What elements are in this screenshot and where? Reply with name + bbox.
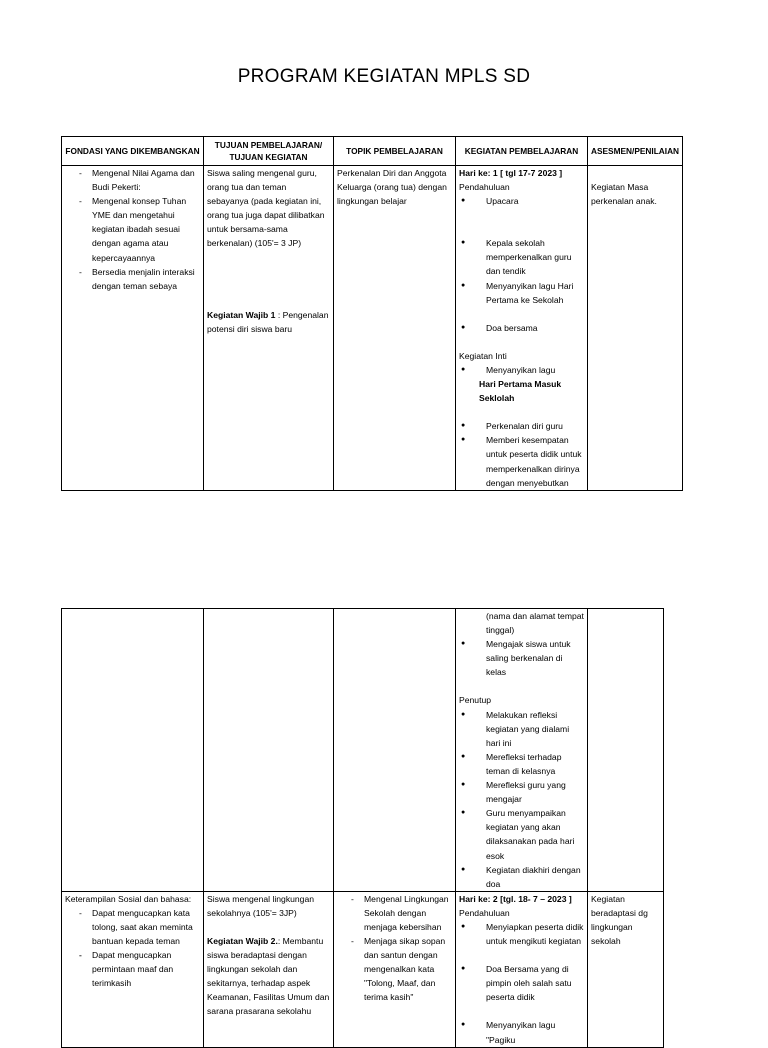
header-kegiatan: KEGIATAN PEMBELAJARAN [456, 137, 588, 166]
pendahuluan-label: Pendahuluan [459, 182, 510, 193]
cell-tujuan [204, 609, 334, 892]
cell-asesmen [588, 166, 683, 491]
cell-topik [334, 609, 456, 892]
kegiatan-item: ● Upacara [459, 194, 584, 208]
header-tujuan: TUJUAN PEMBELAJARAN/ TUJUAN KEGIATAN [204, 137, 334, 166]
kegiatan-item: ● Menyanyikan lagu Hari Pertama ke Sekolah [459, 279, 584, 307]
kegiatan-item: ● Menyiapkan peserta didik untuk mengikuti kegiatan [459, 920, 584, 948]
cell-tujuan [204, 166, 334, 491]
program-table-part-1 [61, 136, 683, 491]
cell-fondasi [62, 609, 204, 892]
tujuan-wajib [207, 934, 330, 1019]
fondasi-item: - Bersedia menjalin interaksi dengan teman sebaya [65, 265, 200, 293]
cell-kegiatan [456, 166, 588, 491]
cell-asesmen [588, 609, 664, 892]
kegiatan-item: ● Menyanyikan lagu "Pagiku [459, 1018, 584, 1046]
kegiatan-item: ● Merefleksi guru yang mengajar [459, 778, 584, 806]
tujuan-wajib [207, 308, 330, 336]
penutup-label: Penutup [459, 695, 492, 706]
cell-kegiatan [456, 609, 588, 892]
inti-label: Kegiatan Inti [459, 350, 507, 361]
wajib-label: Kegiatan Wajib 1 [207, 309, 276, 320]
tujuan-text: Siswa saling mengenal guru, orang tua dan teman sebayanya (pada kegiatan ini, orang tua juga dapat dilibatkan untuk bersama-sama berkenalan) (105'= 3 JP) [207, 168, 325, 249]
header-asesmen: ASESMEN/PENILAIAN [588, 137, 683, 166]
table-header-row [62, 137, 683, 166]
wajib-label: Kegiatan Wajib 2. [207, 935, 278, 946]
cell-topik: Perkenalan Diri dan Anggota Keluarga (orang tua) dengan lingkungan belajar [334, 166, 456, 491]
hari-label: Hari ke: 2 [tgl. 18- 7 – 2023 ] [459, 893, 572, 904]
kegiatan-item: ● Guru menyampaikan kegiatan yang akan dilaksanakan pada hari esok [459, 806, 584, 862]
cell-asesmen: Kegiatan beradaptasi dg lingkungan sekolah [588, 891, 664, 1047]
program-table-part-2 [61, 608, 664, 1048]
kegiatan-item: ● Mengajak siswa untuk saling berkenalan di kelas [459, 637, 584, 679]
wajib-text: : Membantu siswa beradaptasi dengan lingkungan sekolah dan sekitarnya, terhadap aspek Keamanan, Fasilitas Umum dan sarana prasarana sekolahu [207, 935, 330, 1017]
kegiatan-item: ● Doa Bersama yang di pimpin oleh salah satu peserta didik [459, 962, 584, 1004]
fondasi-item: - Dapat mengucapkan permintaan maaf dan terimkasih [65, 948, 200, 990]
kegiatan-item: ● Melakukan refleksi kegiatan yang dialami hari ini [459, 708, 584, 750]
hari-label: Hari ke: 1 [ tgl 17-7 2023 ] [459, 168, 563, 178]
kegiatan-item: ● Perkenalan diri guru [459, 419, 584, 433]
kegiatan-item: ● Kepala sekolah memperkenalkan guru dan tendik [459, 236, 584, 278]
table-row [62, 166, 683, 491]
kegiatan-lanjutan: (nama dan alamat tempat tinggal) [486, 611, 584, 636]
tujuan-text: Siswa mengenal lingkungan sekolahnya (105'= 3JP) [207, 893, 315, 918]
table-row [62, 609, 664, 892]
header-topik: TOPIK PEMBELAJARAN [334, 137, 456, 166]
topik-item: - Menjaga sikap sopan dan santun dengan mengenalkan kata "Tolong, Maaf, dan terima kasih" [337, 934, 452, 1004]
asesmen-text: Kegiatan Masa perkenalan anak. [591, 182, 657, 207]
topik-item: - Mengenal Lingkungan Sekolah dengan menjaga kebersihan [337, 892, 452, 934]
fondasi-item: - Mengenal Nilai Agama dan Budi Pekerti: [65, 166, 200, 194]
kegiatan-item: ● Doa bersama [459, 321, 584, 335]
pendahuluan-label: Pendahuluan [459, 907, 510, 918]
fondasi-label: Keterampilan Sosial dan bahasa: [65, 893, 192, 904]
page-title: PROGRAM KEGIATAN MPLS SD [237, 66, 531, 87]
fondasi-item: - Mengenal konsep Tuhan YME dan mengetahui kegiatan ibadah sesuai dengan agama atau kepercayaannya [65, 194, 200, 264]
wajib-text: : Pengenalan potensi diri siswa baru [207, 309, 329, 334]
lagu-judul: Hari Pertama Masuk Seklolah [479, 379, 562, 404]
cell-fondasi [62, 166, 204, 491]
kegiatan-item: ● Memberi kesempatan untuk peserta didik untuk memperkenalkan dirinya dengan menyebutkan [459, 433, 584, 489]
kegiatan-item: ● Merefleksi terhadap teman di kelasnya [459, 750, 584, 778]
kegiatan-item: ● Menyanyikan lagu [459, 363, 584, 377]
fondasi-item: - Dapat mengucapkan kata tolong, saat akan meminta bantuan kepada teman [65, 906, 200, 948]
kegiatan-item: ● Kegiatan diakhiri dengan doa [459, 863, 584, 891]
header-fondasi: FONDASI YANG DIKEMBANGKAN [62, 137, 204, 166]
